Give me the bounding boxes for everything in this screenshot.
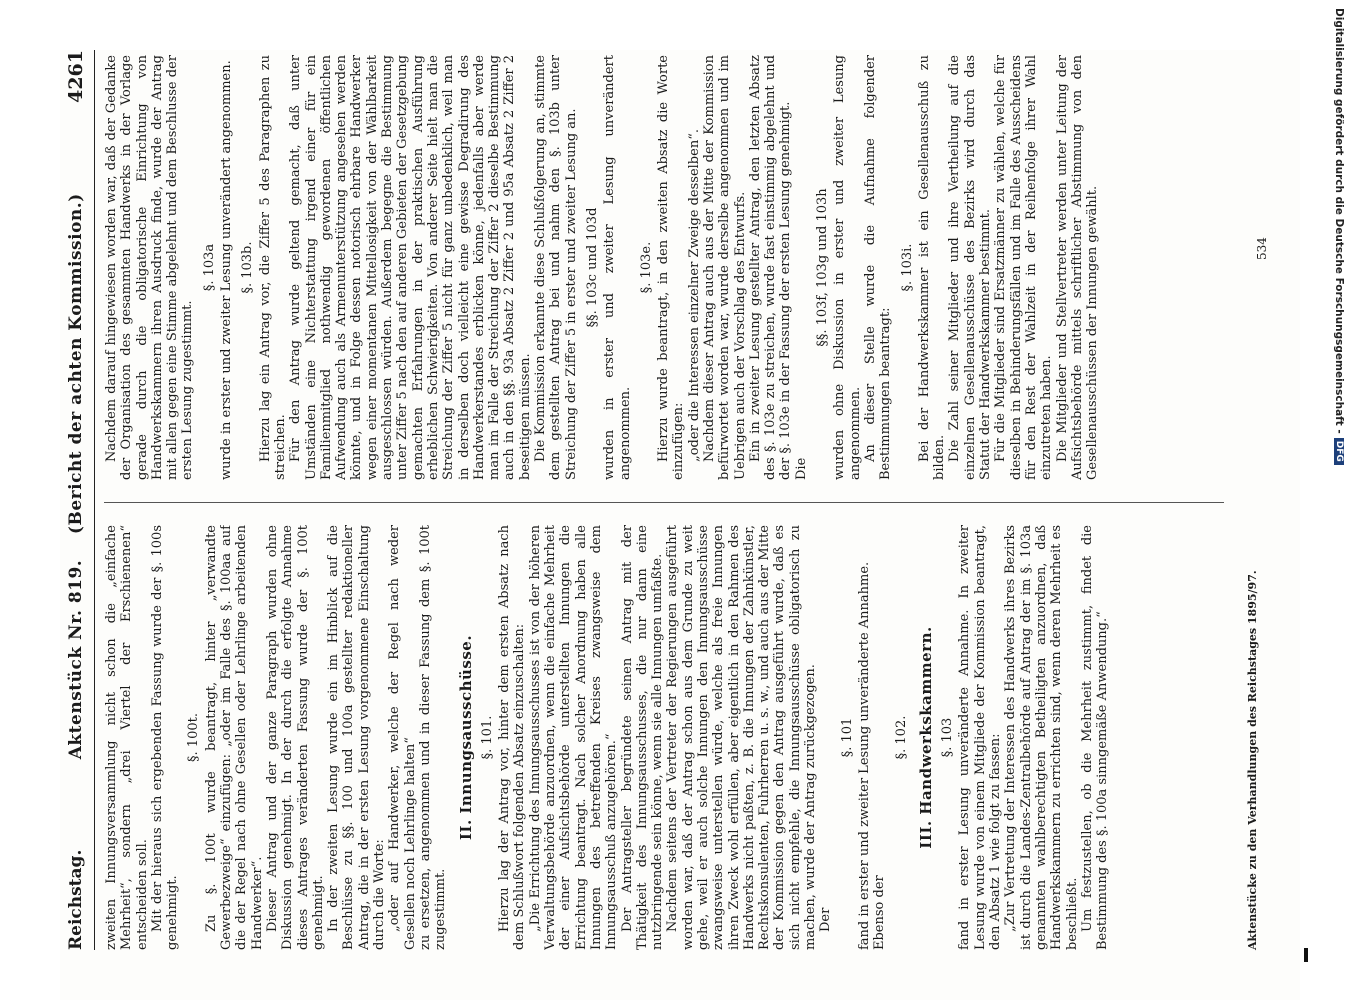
- paragraph: Ein in zweiter Lesung gestellter Antrag, den letzten Absatz des §. 103e zu streichen, wurde fast einstimmig abgelehnt und der §. 103e in der Fassung der ersten Lesung genehmigt.: [747, 55, 794, 480]
- section-heading: §. 103a: [201, 243, 217, 292]
- paragraph: Nachdem darauf hingewiesen worden war, daß der Gedanke der Organisation des gesammten Handwerks in der Vorlage gerade durch die obligatorische Einrichtung von Handwerkskammern ihren Ausdruck finde, wurde der Antrag mit allen gegen eine Stimme abgelehnt und dem Beschlusse der ersten Lesung zugestimmt.: [104, 55, 196, 480]
- paragraph: fand in erster und zweiter Lesung unveränderte Annahme.: [856, 561, 872, 950]
- paragraph: Die: [793, 457, 809, 480]
- paragraph: Die Kommission erkannte diese Schlußfolgerung an, stimmte dem gestellten Antrag bei und nahm den §. 103b unter Streichung der Ziffer 5 in erster und zweiter Lesung an.: [533, 55, 579, 480]
- paragraph: In der zweiten Lesung wurde ein im Hinblick auf die Beschlüsse zu §§. 100 und 100a gestellter redaktioneller Antrag, die in der ersten Lesung vorgenommene Einschaltung durch die Worte:: [326, 525, 388, 950]
- quote: „oder die Interessen einzelner Zweige desselben“.: [686, 129, 702, 462]
- right-column: [104, 55, 1234, 480]
- chapter-title: III. Handwerkskammern.: [916, 626, 935, 849]
- paragraph: Zu §. 100t wurde beantragt, hinter „verwandte Gewerbezweige“ einzufügen: „oder im Falle des §. 100aa auf die der Regel nach ohne Gesellen oder Lehrlinge arbeitenden Handwerker“.: [203, 525, 265, 950]
- quote: Die Mitglieder und Stellvertreter werden unter Leitung der Aufsichtsbehörde mittels schriftlicher Abstimmung von den Gesellenausschüssen der Innungen gewählt.: [1054, 55, 1101, 480]
- quote: Bei der Handwerkskammer ist ein Gesellenausschuß zu bilden.: [916, 55, 948, 480]
- section-heading: §§. 103c und 103d: [584, 207, 600, 328]
- paragraph: wurde in erster und zweiter Lesung unverändert angenommen.: [219, 60, 235, 480]
- digitization-note: [1331, 8, 1351, 708]
- paragraph: Der: [818, 907, 834, 932]
- paragraph: Hierzu lag ein Antrag vor, die Ziffer 5 des Paragraphen zu streichen.: [257, 55, 288, 480]
- quote: „Zur Vertretung der Interessen des Handwerks ihres Bezirks ist durch die Landes-Zentralbehörde auf Antrag der im §. 103a genannten wahlberechtigten Betheiligten anzuordnen, daß Handwerkskammern zu errichten sind, wenn deren Mehrheit es beschließt.: [1003, 525, 1080, 950]
- paragraph: Nachdem seitens der Vertreter der Regierungen ausgeführt worden war, daß der Antrag schon aus dem Grunde zu weit gehe, weil er auch solche Innungen den Innungsausschüsse zwangsweise unterstellen würde, welche als freie Innungen ihren Zweck wohl erfüllen, aber eigentlich in den Rahmen des Handwerks nicht paßten, z. B. die Innungen der Zahnkünstler, Rechtskonsulenten, Fuhrherren u. s. w., und auch aus der Mitte der Kommission gegen den Antrag ausgeführt wurde, daß es sich nicht empfehle, die Innungsausschüsse obligatorisch zu machen, wurde der Antrag zurückgezogen.: [665, 525, 819, 950]
- paragraph: Für den Antrag wurde geltend gemacht, daß unter Umständen eine Nichterstattung irgend einer für ein Familienmitglied nothwendig gewordenen öffentlichen Aufwendung auch als Armenunterstützung angesehen werden könnte, und in Folge dessen notorisch ehrbare Handwerker wegen einer momentanen Mittellosigkeit von der Wählbarkeit ausgeschlossen würden. Außerdem begegne die Bestimmung unter Ziffer 5 nach den auf anderen Gebieten der Gesetzgebung gemachten Erfahrungen in der praktischen Ausführung erheblichen Schwierigkeiten. Von anderer Seite hielt man die Streichung der Ziffer 5 nicht für ganz unbedenklich, weil man in derselben doch vielleicht eine gewisse Degradirung des Handwerkerstandes erblicken könne, jedenfalls aber werde man im Falle der Streichung der Ziffer 2 dieselbe Bestimmung auch in den §§. 93a Absatz 2 Ziffer 2 und 95a Absatz 2 Ziffer 2 beseitigen müssen.: [288, 55, 533, 480]
- quote: Die Zahl seiner Mitglieder und ihre Vertheilung auf die einzelnen Gesellenausschüsse des Bezirks wird durch das Statut der Handwerkskammer bestimmt.: [947, 55, 994, 480]
- header-doc-number: Aktenstück Nr. 819.: [66, 559, 87, 760]
- section-heading: §. 103e.: [638, 241, 654, 294]
- column-divider: [104, 502, 1224, 503]
- paragraph: Der Antragsteller begründete seinen Antrag mit der Thätigkeit des Innungsausschusses, die nur dann eine nutzbringende sein könne, wenn sie alle Innungen umfaßte.: [619, 525, 666, 950]
- quote: Um festzustellen, ob die Mehrheit zustimmt, findet die Bestimmung des §. 100a sinngemäße Anwendung.“: [1079, 525, 1111, 950]
- chapter-title: II. Innungsausschüsse.: [456, 634, 475, 841]
- paragraph: Mit der hieraus sich ergebenden Fassung wurde der §. 100s genehmigt.: [149, 525, 181, 950]
- section-heading: §. 103b.: [240, 241, 256, 294]
- paragraph: Hierzu lag der Antrag vor, hinter dem ersten Absatz nach dem Schlußwort folgenden Absatz einzuschalten:: [497, 525, 528, 950]
- paragraph: wurden in erster und zweiter Lesung unverändert angenommen.: [602, 55, 633, 480]
- paragraph: Dieser Antrag und der ganze Paragraph wurden ohne Diskussion genehmigt. In der durch die erfolgte Annahme dieses Antrages veränderten Fassung wurde der §. 100t genehmigt.: [264, 525, 326, 950]
- paragraph: fand in erster Lesung unveränderte Annahme. In zweiter Lesung wurde von einem Mitgliede der Kommission beantragt, den Absatz 1 wie folgt zu fassen:: [957, 525, 1004, 950]
- sheet-number: 534: [1255, 237, 1269, 260]
- rotated-page-content: [60, 50, 1290, 950]
- paragraph: Hierzu wurde beantragt, in den zweiten Absatz die Worte einzufügen:: [656, 55, 687, 480]
- dfg-logo-icon: DFG: [1334, 438, 1344, 465]
- page-number: 4261: [65, 50, 88, 103]
- paragraph: wurden ohne Diskussion in erster und zweiter Lesung angenommen.: [832, 55, 863, 480]
- section-heading: §. 103: [940, 717, 956, 758]
- quote: „Die Errichtung des Innungsausschusses ist von der höheren Verwaltungsbehörde anzuordnen, wenn die einfache Mehrheit der einer Aufsichtsbehörde unterstellten Innungen die Errichtung beantragt. Nach solcher Anordnung haben alle Innungen des betreffenden Kreises zwangsweise dem Innungsausschuß anzugehören.“: [527, 525, 620, 950]
- header-left: Reichstag.: [66, 849, 87, 950]
- paragraph: zweiten Innungsversammlung nicht schon die „einfache Mehrheit“, sondern „drei Viertel der Erschienenen“ entscheiden soll.: [104, 525, 150, 950]
- paragraph: Nachdem dieser Antrag auch aus der Mitte der Kommission befürwortet worden war, wurde derselbe angenommen und im Uebrigen auch der Vorschlag des Entwurfs.: [701, 55, 748, 480]
- section-heading: §. 100t.: [186, 713, 202, 762]
- header-center: [66, 103, 87, 850]
- paragraph: zu ersetzen, angenommen und in dieser Fassung dem §. 100t zugestimmt.: [417, 525, 449, 950]
- left-column: [104, 525, 1234, 950]
- quote: Für die Mitglieder sind Ersatzmänner zu wählen, welche für dieselben in Behinderungsfällen und im Falle des Ausscheidens für den Rest der Wahlzeit in der Reihenfolge ihrer Wahl einzutreten haben.: [993, 55, 1055, 480]
- quote: „oder auf Handwerker, welche der Regel nach weder Gesellen noch Lehrlinge halten“: [387, 525, 418, 950]
- section-heading: §§. 103f, 103g und 103h: [815, 188, 831, 347]
- paragraph: Ebenso der: [872, 875, 888, 950]
- section-heading: §. 103i.: [899, 243, 915, 292]
- paragraph: An dieser Stelle wurde die Aufnahme folgender Bestimmungen beantragt:: [862, 55, 894, 480]
- digitization-note-text: Digitalisierung gefördert durch die Deutsche Forschungsgemeinschaft -: [1333, 8, 1345, 434]
- page-footer: Aktenstücke zu den Verhandlungen des Reichstages 1895/97.: [1246, 570, 1259, 950]
- section-heading: §. 102.: [893, 715, 909, 760]
- scan-edge-mark: [1304, 948, 1308, 962]
- section-heading: §. 101: [839, 717, 855, 758]
- header-commission: (Bericht der achten Kommission.): [66, 193, 87, 535]
- page-header: [60, 50, 95, 950]
- section-heading: §. 101.: [479, 715, 495, 760]
